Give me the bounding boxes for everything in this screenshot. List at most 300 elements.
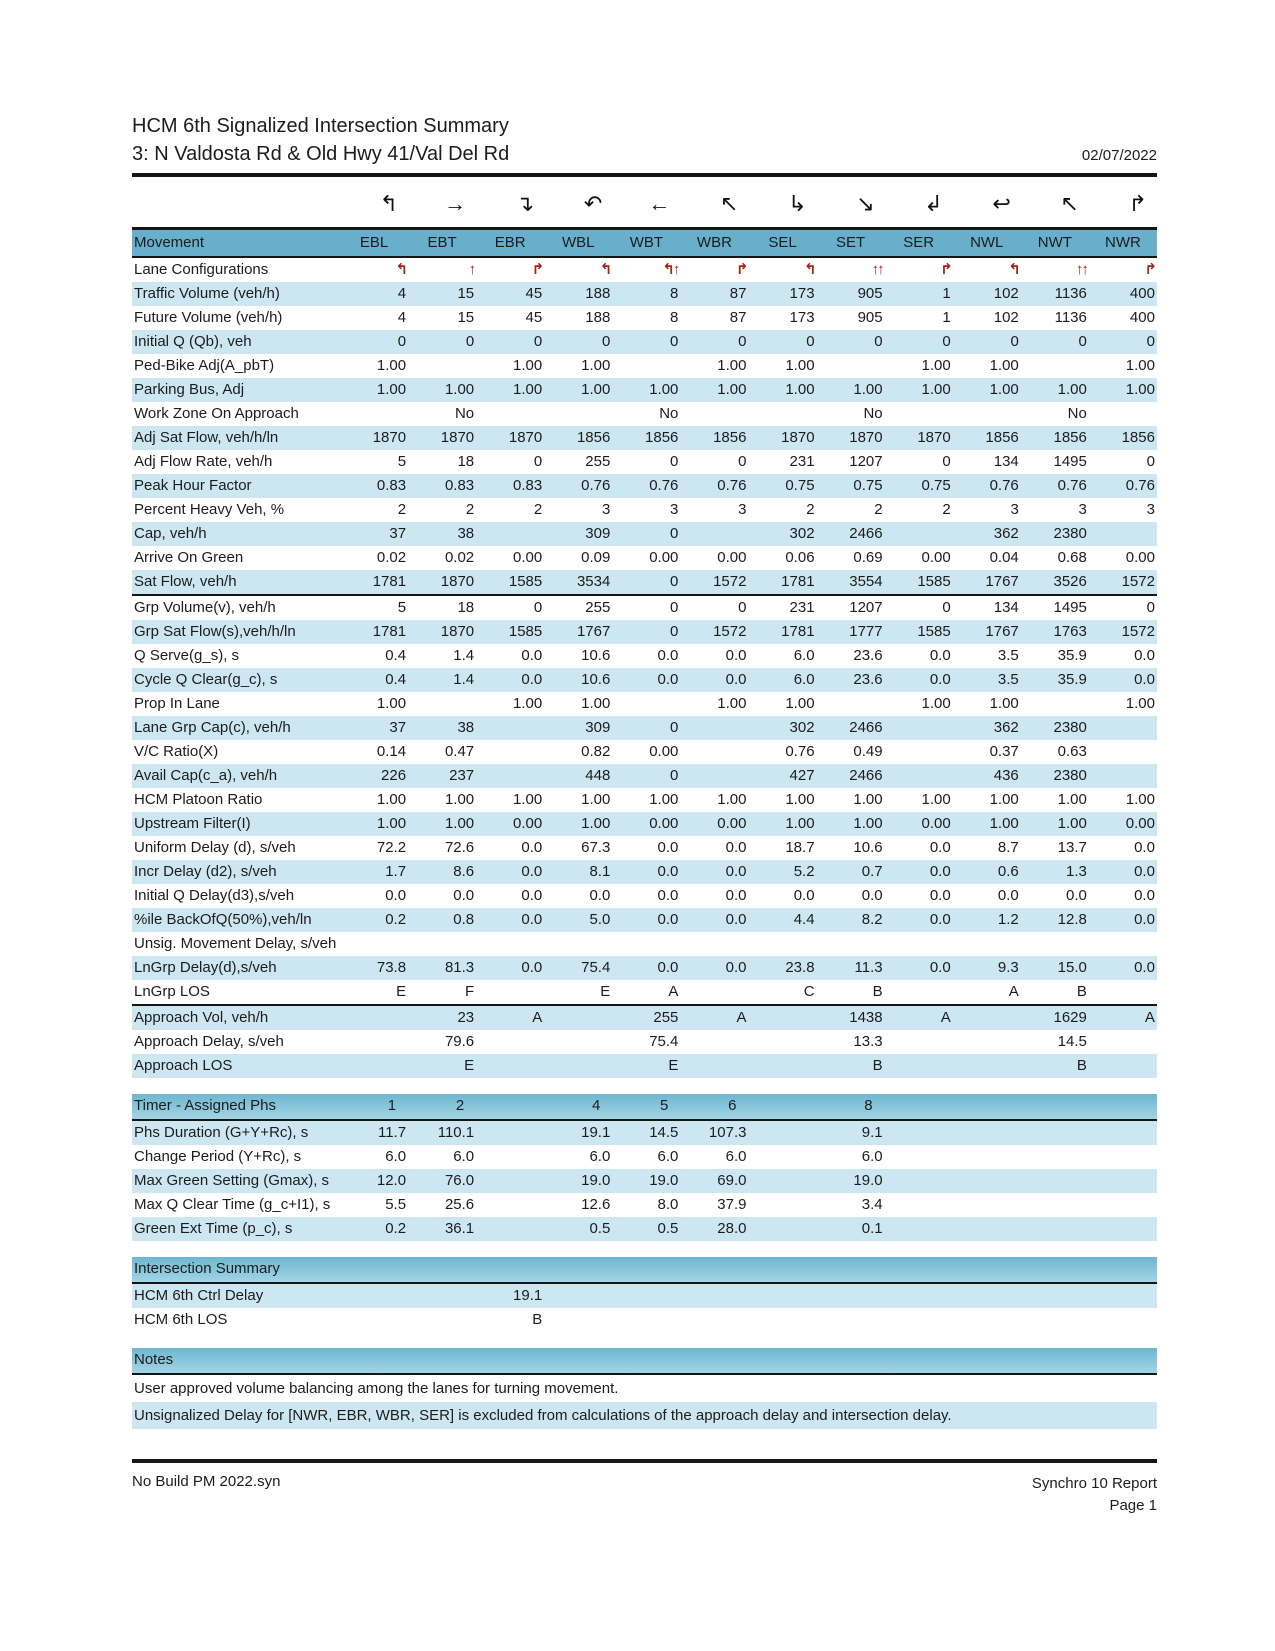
table-cell: 1.00 (376, 815, 407, 832)
note-line: User approved volume balancing among the lanes for turning movement. (134, 1380, 619, 1397)
table-cell: 0.00 (1125, 549, 1155, 566)
table-cell: 37 (389, 719, 407, 736)
table-cell: 19.0 (581, 1172, 611, 1189)
table-row (132, 1308, 1157, 1332)
table-cell: A (736, 1009, 747, 1026)
movement-column-header: SET (835, 234, 866, 251)
table-cell (1021, 1308, 1089, 1332)
note-line: Unsignalized Delay for [NWR, EBR, WBR, SER] is excluded from calculations of the approach delay and intersection delay. (132, 1402, 1157, 1429)
table-cell: 37.9 (717, 1196, 747, 1213)
table-cell (748, 1284, 816, 1308)
table-cell (953, 1054, 1021, 1078)
table-cell (544, 402, 612, 426)
table-cell: 0.00 (513, 815, 543, 832)
table-cell: 0 (670, 525, 679, 542)
table-cell: 87 (729, 285, 747, 302)
table-cell: 436 (993, 767, 1019, 784)
table-cell: 1.4 (453, 647, 475, 664)
table-cell: 2380 (1053, 767, 1087, 784)
table-row (132, 1145, 1157, 1169)
table-cell: 35.9 (1057, 671, 1087, 688)
table-cell: 0.00 (717, 815, 747, 832)
table-cell: F (464, 983, 475, 1000)
table-cell: 0 (942, 599, 951, 616)
lane-config-arrow-icon: ↑↑ (1075, 261, 1087, 278)
table-row (132, 450, 1157, 474)
row-label: Incr Delay (d2), s/veh (134, 863, 277, 880)
table-cell (476, 522, 544, 546)
table-cell (680, 1284, 748, 1308)
table-cell (408, 354, 476, 378)
table-cell: 75.4 (649, 1033, 679, 1050)
footer-rule (132, 1459, 1157, 1463)
table-cell (680, 522, 748, 546)
table-cell: 0.0 (725, 671, 747, 688)
table-cell: 0.0 (1134, 959, 1155, 976)
lane-config-arrow-icon: ↰↑ (662, 261, 679, 278)
table-cell: 0.0 (929, 647, 951, 664)
table-cell: 1856 (1121, 429, 1155, 446)
table-cell (408, 1308, 476, 1332)
table-cell (1089, 1030, 1157, 1054)
table-cell: 1.00 (581, 695, 611, 712)
turn-arrow-icon: ↳ (788, 191, 807, 216)
table-cell (1021, 932, 1089, 956)
table-cell (748, 932, 816, 956)
table-cell (748, 1193, 816, 1217)
table-cell (1021, 1145, 1089, 1169)
notes-body (132, 1375, 1157, 1429)
table-row (132, 980, 1157, 1006)
row-label: Green Ext Time (p_c), s (134, 1220, 293, 1237)
turn-arrow-icon: ↖ (720, 191, 739, 216)
table-cell (476, 402, 544, 426)
table-cell: 0 (670, 599, 679, 616)
table-cell (612, 1308, 680, 1332)
table-cell: 14.5 (1057, 1033, 1087, 1050)
table-cell (817, 932, 885, 956)
table-cell: 1.00 (717, 791, 747, 808)
table-cell: 35.9 (1057, 647, 1087, 664)
phase-number: 1 (387, 1097, 397, 1114)
table-cell: 5.2 (793, 863, 815, 880)
lane-configuration-row (132, 258, 1157, 282)
row-label: Timer - Assigned Phs (134, 1097, 276, 1114)
table-cell: 1767 (576, 623, 611, 640)
table-cell (748, 1217, 816, 1241)
table-row (132, 402, 1157, 426)
table-cell (1089, 1145, 1157, 1169)
table-cell: 38 (457, 719, 475, 736)
table-cell: 12.0 (376, 1172, 407, 1189)
table-cell: 2 (397, 501, 407, 518)
row-label: Lane Grp Cap(c), veh/h (134, 719, 291, 736)
row-label: Grp Sat Flow(s),veh/h/ln (134, 623, 296, 640)
row-label: Unsig. Movement Delay, s/veh (134, 935, 337, 952)
table-cell: 5.0 (589, 911, 611, 928)
turn-arrow-icon: → (444, 191, 467, 216)
table-cell: 1856 (713, 429, 747, 446)
table-cell (544, 1308, 612, 1332)
table-cell: 69.0 (717, 1172, 747, 1189)
table-cell: 1136 (1054, 285, 1087, 302)
turn-arrow-icon: ↲ (924, 191, 943, 216)
table-cell: 0.68 (1057, 549, 1087, 566)
table-cell (476, 1217, 544, 1241)
table-cell: 0.0 (657, 911, 679, 928)
table-cell: 1.00 (921, 695, 951, 712)
table-cell: 0.1 (861, 1220, 883, 1237)
table-cell: 8.6 (453, 863, 475, 880)
table-cell: No (1067, 405, 1087, 422)
section-gap (132, 1078, 1157, 1094)
table-cell: 0 (601, 333, 611, 350)
table-row (132, 884, 1157, 908)
table-row (132, 596, 1157, 620)
table-cell: 0 (1146, 333, 1155, 350)
table-cell: 2 (465, 501, 475, 518)
table-cell: 362 (993, 719, 1019, 736)
table-cell: 1.00 (513, 695, 543, 712)
row-label: Arrive On Green (134, 549, 244, 566)
table-row (132, 908, 1157, 932)
table-cell: 0.14 (376, 743, 407, 760)
lane-config-arrow-icon: ↰ (395, 261, 407, 278)
table-cell: 0.0 (1066, 887, 1087, 904)
table-cell: 0.83 (513, 477, 543, 494)
table-cell: 0.4 (385, 671, 407, 688)
table-cell: 1585 (508, 573, 543, 590)
table-cell: B (532, 1311, 543, 1328)
table-cell: 1781 (781, 573, 815, 590)
table-cell: 0.2 (385, 1220, 407, 1237)
row-label: Sat Flow, veh/h (134, 573, 237, 590)
table-cell: 0.0 (997, 887, 1019, 904)
table-cell (408, 1284, 476, 1308)
table-cell (1021, 1217, 1089, 1241)
row-label: Percent Heavy Veh, % (134, 501, 285, 518)
table-cell: 0.0 (521, 887, 543, 904)
table-cell: 1.7 (385, 863, 407, 880)
section-heading: Notes (134, 1351, 174, 1368)
table-cell: 9.1 (861, 1124, 883, 1141)
phase-number (953, 1094, 1021, 1119)
table-cell: 75.4 (581, 959, 611, 976)
footer-report-name: Synchro 10 Report (1031, 1475, 1157, 1492)
table-cell (953, 1284, 1021, 1308)
phase-number: 6 (728, 1097, 737, 1114)
table-cell: 0.0 (521, 647, 543, 664)
table-cell: 0.0 (929, 887, 951, 904)
row-label: Ped-Bike Adj(A_pbT) (134, 357, 275, 374)
table-cell: 37 (389, 525, 407, 542)
footer-file-name: No Build PM 2022.syn (132, 1473, 281, 1490)
table-cell (476, 1121, 544, 1145)
table-cell: 0.0 (929, 839, 951, 856)
table-cell: 400 (1129, 285, 1155, 302)
table-row (132, 378, 1157, 402)
table-cell: 0.76 (1057, 477, 1087, 494)
table-cell: 1781 (372, 573, 407, 590)
table-cell (953, 1006, 1021, 1030)
table-cell: 18 (457, 453, 475, 470)
table-cell: 0.83 (444, 477, 475, 494)
table-row (132, 498, 1157, 522)
table-cell: 1.00 (581, 791, 611, 808)
section-gap (132, 1241, 1157, 1257)
table-cell: 1.00 (649, 791, 679, 808)
table-row (132, 1169, 1157, 1193)
movement-column-header: EBT (427, 234, 457, 251)
table-cell: 1856 (1053, 429, 1087, 446)
table-cell: 0.0 (657, 671, 679, 688)
table-cell (817, 692, 885, 716)
table-cell: 79.6 (444, 1033, 475, 1050)
turn-arrow-icon: ↶ (583, 191, 603, 216)
lane-config-arrow-icon: ↱ (531, 261, 543, 278)
table-cell: 0.76 (785, 743, 815, 760)
table-cell: 0.0 (1134, 839, 1155, 856)
table-cell: 12.6 (581, 1196, 611, 1213)
table-cell: 76.0 (444, 1172, 475, 1189)
phase-number: 2 (455, 1097, 465, 1114)
table-cell: 1767 (985, 623, 1019, 640)
table-cell: 23 (457, 1009, 475, 1026)
table-cell: 1.00 (785, 791, 815, 808)
table-cell: 0 (1010, 333, 1019, 350)
lane-config-arrow-icon: ↰ (803, 261, 815, 278)
table-cell: 0.0 (657, 647, 679, 664)
table-cell (885, 716, 953, 740)
table-cell: 6.0 (657, 1148, 679, 1165)
table-cell (340, 1006, 408, 1030)
table-cell: 0 (738, 599, 747, 616)
table-cell: 23.8 (785, 959, 815, 976)
table-cell: 1.00 (717, 695, 747, 712)
row-label: Approach Vol, veh/h (134, 1009, 269, 1026)
table-cell: 400 (1129, 309, 1155, 326)
table-cell: 0.75 (785, 477, 815, 494)
table-cell (1021, 1193, 1089, 1217)
row-label: Cycle Q Clear(g_c), s (134, 671, 278, 688)
table-cell: 1870 (917, 429, 951, 446)
table-cell: A (668, 983, 679, 1000)
table-cell: 14.5 (649, 1124, 679, 1141)
table-cell: 0 (874, 333, 883, 350)
table-cell: 1.00 (649, 381, 679, 398)
table-cell: 0.76 (581, 477, 611, 494)
table-cell: 1.00 (785, 695, 815, 712)
table-cell: 0.6 (997, 863, 1019, 880)
table-cell: 0.02 (444, 549, 475, 566)
table-cell: 2380 (1053, 525, 1087, 542)
table-cell: 0.0 (385, 887, 407, 904)
table-cell: A (1008, 983, 1019, 1000)
notes-section (132, 1348, 1157, 1429)
table-cell: 15 (457, 309, 475, 326)
table-cell (885, 1054, 953, 1078)
lane-config-arrow-icon: ↱ (1144, 261, 1155, 278)
table-cell: 0.0 (657, 959, 679, 976)
table-cell: 19.0 (649, 1172, 679, 1189)
table-cell (1089, 740, 1157, 764)
table-cell: 0.0 (861, 887, 883, 904)
table-cell: 38 (457, 525, 475, 542)
table-cell (340, 402, 408, 426)
table-cell: 0 (533, 333, 543, 350)
movement-column-header: WBL (562, 234, 595, 251)
table-cell: 0.75 (853, 477, 883, 494)
table-row (132, 546, 1157, 570)
table-row (132, 836, 1157, 860)
table-cell: 1856 (576, 429, 611, 446)
table-cell: 1.00 (1057, 815, 1087, 832)
table-cell: 0.4 (385, 647, 407, 664)
row-label: Grp Volume(v), veh/h (134, 599, 276, 616)
movement-header-row (132, 227, 1157, 258)
table-cell: 0.0 (521, 671, 543, 688)
table-cell (1089, 1121, 1157, 1145)
table-cell: 226 (381, 767, 407, 784)
table-cell: 0.63 (1057, 743, 1087, 760)
row-label: Future Volume (veh/h) (134, 309, 283, 326)
table-cell: 1781 (372, 623, 407, 640)
table-cell (612, 354, 680, 378)
row-label: Change Period (Y+Rc), s (134, 1148, 302, 1165)
table-cell: 3.4 (861, 1196, 883, 1213)
table-cell: B (1076, 983, 1087, 1000)
table-cell: 23.6 (853, 671, 883, 688)
intersection-subtitle: 3: N Valdosta Rd & Old Hwy 41/Val Del Rd (132, 143, 510, 165)
timer-header-band (132, 1094, 1157, 1121)
row-label: Work Zone On Approach (134, 405, 299, 422)
table-cell: 1870 (508, 429, 543, 446)
table-row (132, 620, 1157, 644)
table-cell: 1.00 (785, 815, 815, 832)
table-cell: 0.00 (513, 549, 543, 566)
row-label: Lane Configurations (134, 261, 269, 278)
movement-column-header: EBL (359, 234, 389, 251)
table-cell: 0.0 (929, 671, 951, 688)
table-cell: 1.00 (376, 357, 407, 374)
table-cell: 3.5 (997, 671, 1019, 688)
phase-number: 5 (660, 1097, 669, 1114)
table-cell (476, 1169, 544, 1193)
table-cell (544, 1054, 612, 1078)
table-cell: 1 (942, 309, 951, 326)
table-cell (680, 402, 748, 426)
table-cell: 1585 (917, 623, 951, 640)
table-row (132, 1006, 1157, 1030)
table-cell: 1572 (1121, 573, 1155, 590)
phase-number (885, 1094, 953, 1119)
table-cell: 1.00 (853, 815, 883, 832)
table-cell: 1.00 (853, 791, 883, 808)
table-cell: 25.6 (444, 1196, 475, 1213)
table-cell: 309 (585, 525, 611, 542)
table-cell: 188 (585, 285, 611, 302)
table-cell (817, 1284, 885, 1308)
table-cell (885, 932, 953, 956)
row-label: %ile BackOfQ(50%),veh/ln (134, 911, 312, 928)
movement-column-header: NWR (1104, 234, 1141, 251)
table-cell: 1.3 (1066, 863, 1087, 880)
table-cell: 0 (670, 623, 679, 640)
table-cell: 231 (789, 453, 815, 470)
turn-arrow-icon: ← (648, 191, 671, 216)
table-cell: 1495 (1053, 453, 1087, 470)
table-cell: 1.00 (376, 695, 407, 712)
row-label: Max Green Setting (Gmax), s (134, 1172, 330, 1189)
table-cell: 2466 (849, 719, 883, 736)
report-date: 02/07/2022 (1081, 147, 1157, 164)
table-cell: 905 (857, 309, 883, 326)
table-cell: 0.00 (921, 815, 951, 832)
table-cell: 173 (789, 285, 815, 302)
table-cell: 8 (670, 285, 679, 302)
lane-config-arrow-icon: ↑↑ (871, 261, 883, 278)
movement-column-header: WBT (629, 234, 664, 251)
table-cell: A (532, 1009, 543, 1026)
table-cell (953, 1121, 1021, 1145)
table-cell (1089, 1193, 1157, 1217)
table-cell: 448 (585, 767, 611, 784)
table-cell: 1.00 (1125, 381, 1155, 398)
table-cell (1089, 1284, 1157, 1308)
row-label: Phs Duration (G+Y+Rc), s (134, 1124, 309, 1141)
row-label: Uniform Delay (d), s/veh (134, 839, 296, 856)
table-cell (1089, 522, 1157, 546)
table-cell: 1 (942, 285, 951, 302)
table-cell: 0.0 (521, 959, 543, 976)
section-heading: Intersection Summary (134, 1260, 280, 1277)
table-cell: 1.00 (921, 357, 951, 374)
table-cell (476, 1054, 544, 1078)
table-cell: 0.02 (376, 549, 407, 566)
table-cell: 8.7 (997, 839, 1019, 856)
table-cell: 1777 (849, 623, 883, 640)
table-cell: 10.6 (853, 839, 883, 856)
table-cell: 0 (670, 453, 679, 470)
table-cell: 1572 (713, 573, 747, 590)
table-cell (680, 764, 748, 788)
table-cell: 1438 (849, 1009, 883, 1026)
table-cell (680, 1308, 748, 1332)
table-cell: 0.5 (589, 1220, 611, 1237)
table-cell (953, 402, 1021, 426)
phase-number (1021, 1094, 1089, 1119)
movement-table (132, 227, 1157, 1078)
table-cell: 0.04 (989, 549, 1019, 566)
table-cell: 0 (670, 767, 679, 784)
table-cell: 45 (525, 285, 543, 302)
table-cell: 3526 (1053, 573, 1087, 590)
table-cell: A (1144, 1009, 1155, 1026)
table-cell: 0 (397, 333, 407, 350)
table-cell (748, 1054, 816, 1078)
table-cell: 1.00 (444, 815, 475, 832)
table-cell: E (668, 1057, 679, 1074)
table-cell: 1629 (1053, 1009, 1087, 1026)
table-cell (748, 1006, 816, 1030)
table-cell: 0.06 (785, 549, 815, 566)
table-cell: 8 (670, 309, 679, 326)
table-cell: 0 (670, 333, 679, 350)
table-row (132, 306, 1157, 330)
intersection-summary-section (132, 1257, 1157, 1332)
table-cell: 3 (1078, 501, 1087, 518)
table-cell: 1.00 (513, 791, 543, 808)
